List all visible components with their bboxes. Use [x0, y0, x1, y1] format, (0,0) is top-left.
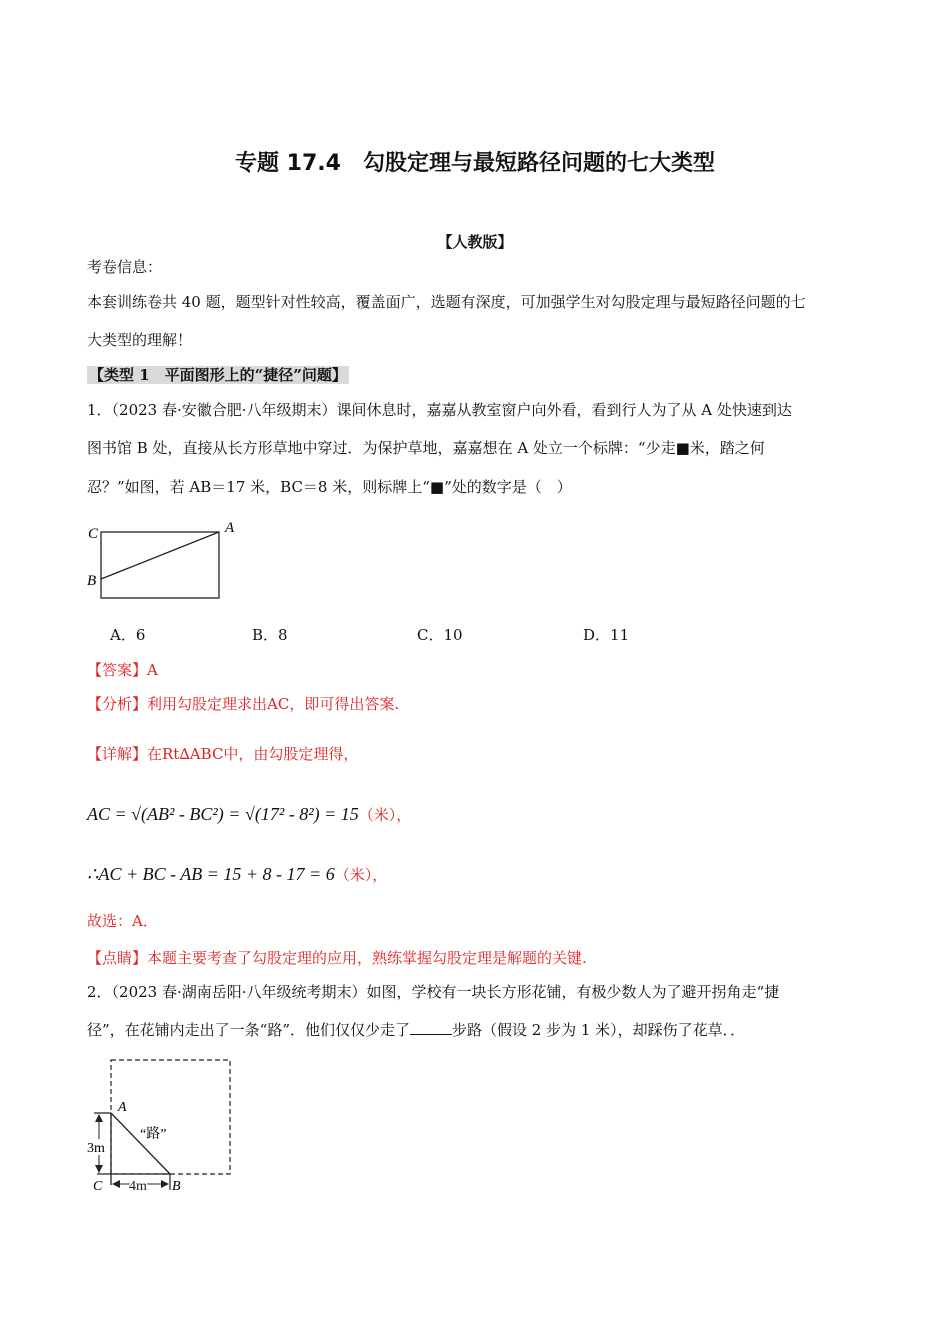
- detail-text: 在Rt∆ABC中，由勾股定理得，: [147, 745, 359, 763]
- q1-text-3: 忍？”如图，若 AB＝17 米，BC＝8 米，则标牌上“■”处的数字是（ ）: [87, 478, 572, 496]
- q1-text-2: 图书馆 B 处，直接从长方形草地中穿过．为保护草地，嘉嘉想在 A 处立一个标牌：“少走■米，踏之何: [87, 439, 765, 457]
- formula-2-unit: （米），: [334, 868, 388, 884]
- fig2-label-b: B: [172, 1179, 181, 1194]
- info-text-2: 大类型的理解！: [87, 331, 193, 349]
- option-d[interactable]: D．11: [583, 626, 630, 644]
- option-a[interactable]: A．6: [110, 626, 146, 644]
- q1-text-1: 1．（2023 春·安徽合肥·八年级期末）课间休息时，嘉嘉从教室窗户向外看，看到行人为了从 A 处快速到达: [87, 401, 792, 419]
- page-title: 专题 17.4 勾股定理与最短路径问题的七大类型: [235, 151, 715, 176]
- comment-tag: 【点睛】: [87, 949, 148, 967]
- choice: 故选：A．: [87, 912, 158, 930]
- fig2-label-4m: 4m: [129, 1179, 147, 1194]
- analysis-tag: 【分析】: [87, 695, 148, 713]
- q2-text-1: 2．（2023 春·湖南岳阳·八年级统考期末）如图，学校有一块长方形花铺，有极少数人为了避开拐角走“捷: [87, 983, 780, 1001]
- formula-1-unit: （米），: [358, 808, 412, 824]
- detail-tag: 【详解】: [87, 745, 148, 763]
- answer-blank[interactable]: [410, 1020, 452, 1035]
- fig-label-b: B: [87, 573, 97, 589]
- comment-text: 本题主要考查了勾股定理的应用，熟练掌握勾股定理是解题的关键.: [147, 949, 587, 967]
- answer: 【答案】A: [87, 661, 158, 679]
- q2-text-2b: 步路（假设 2 步为 1 米），却踩伤了花草．．: [452, 1021, 746, 1039]
- formula-2: ∴AC + BC - AB = 15 + 8 - 17 = 6: [87, 864, 335, 884]
- fig-label-c: C: [88, 526, 99, 542]
- section-heading: 【类型 1 平面图形上的“捷径”问题】: [89, 366, 347, 384]
- formula-1: AC = √(AB² - BC²) = √(17² - 8²) = 15: [87, 804, 359, 824]
- edition-label: 【人教版】: [437, 233, 513, 251]
- fig2-label-c: C: [93, 1179, 103, 1194]
- info-label: 考卷信息：: [87, 258, 163, 276]
- q2-text-2a: 径”，在花铺内走出了一条“路”．他们仅仅少走了: [87, 1021, 411, 1039]
- fig-label-a: A: [225, 520, 235, 536]
- analysis-text: 利用勾股定理求出AC，即可得出答案.: [147, 695, 400, 713]
- fig2-label-road: “路”: [140, 1127, 167, 1142]
- fig2-label-a: A: [118, 1100, 127, 1115]
- fig2-label-3m: 3m: [87, 1141, 105, 1156]
- option-b[interactable]: B．8: [252, 626, 288, 644]
- q2-flowerbed-figure: [82, 1055, 252, 1195]
- q1-rectangle-figure: [82, 512, 252, 607]
- option-c[interactable]: C．10: [417, 626, 463, 644]
- info-text-1: 本套训练卷共 40 题，题型针对性较高，覆盖面广，选题有深度，可加强学生对勾股定理与最短路径问题的七: [87, 293, 806, 311]
